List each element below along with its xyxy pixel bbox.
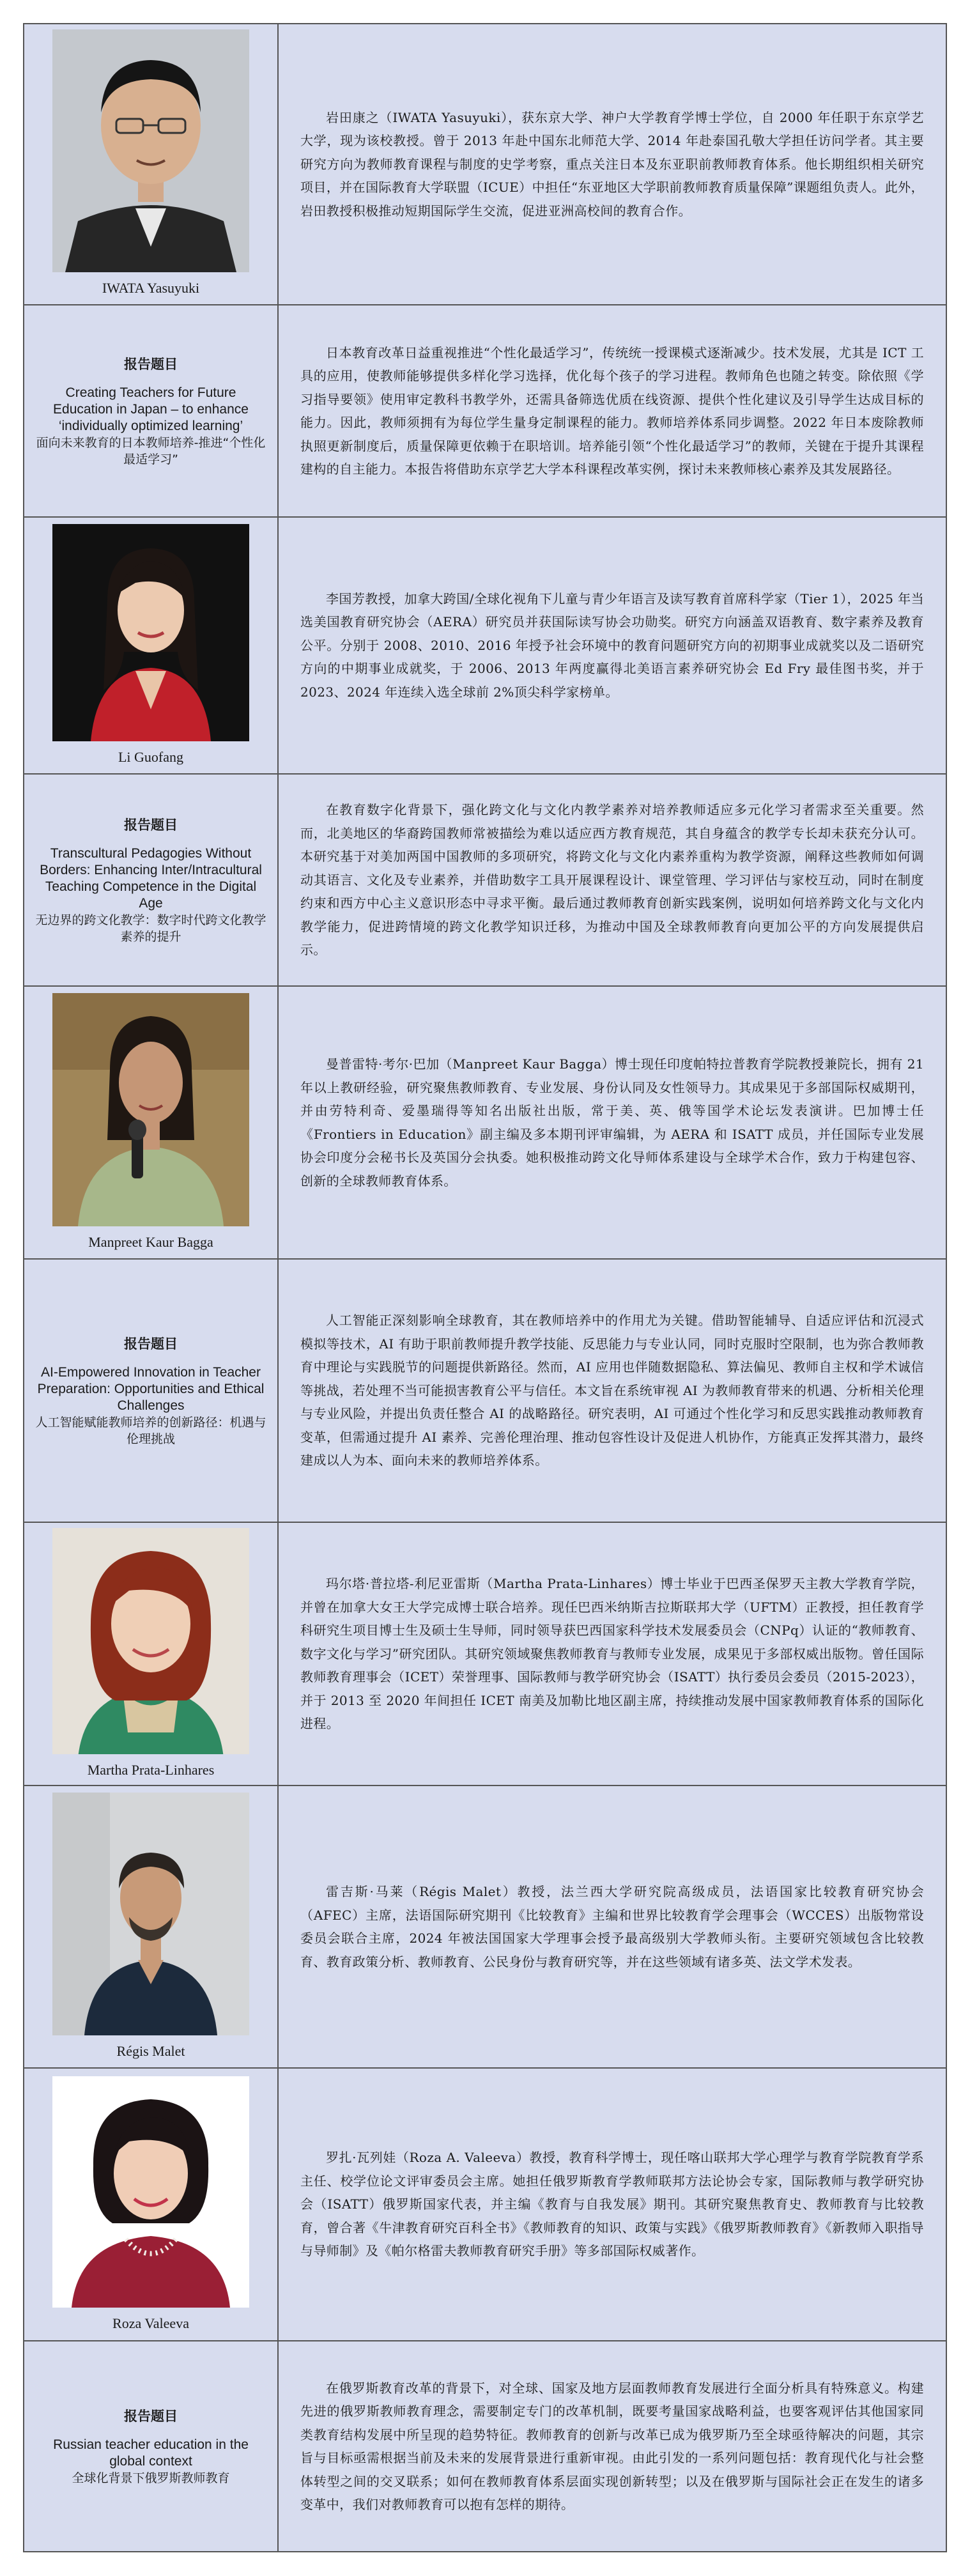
speaker-photo-bagga (52, 993, 249, 1226)
topic-title-zh: 全球化背景下俄罗斯教师教育 (72, 2471, 230, 2485)
speaker-table (23, 23, 947, 2552)
topic-abstract: 在教育数字化背景下，强化跨文化与文化内教学素养对培养教师适应多元化学习者需求至关重要。然而，北美地区的华裔跨国教师常被描绘为难以适应西方教育规范，其自身蕴含的教学专长却未获充分认可。本研究基于对美加两国中国教师的多项研究，将跨文化与文化内素养重构为教学资源，阐释这些教师如何调动其语言、文化及专业素养，并借助数字工具开展课程设计、课堂管理、学习评估与家校互动，同时在制度约束和西方中心主义意识形态中寻求平衡。最后通过教师教育创新实践案例，说明如何培养跨文化与文化内教学能力，促进跨情境的跨文化教学知识迁移，为推动中国及全球教师教育向更加公平的方向发展提供启示。 (300, 802, 924, 958)
topic-abstract: 日本教育改革日益重视推进“个性化最适学习”，传统统一授课模式逐渐减少。技术发展，尤其是 ICT 工具的应用，使教师能够提供多样化学习选择，优化每个孩子的学习进程。教师角色也随之转变。除依照《学习指导要领》使用审定教科书教学外，还需具备筛选优质在线资源、提供个性化建议及引导学生达成目标的能力。因此，教师须拥有为每位学生量身定制课程的能力。教师培养体系同步调整。2022 年日本废除教师执照更新制度后，质量保障更依赖于在职培训。培养能引领“个性化最适学习”的教师，关键在于提升其课程建构的自主能力。本报告将借助东京学艺大学本科课程改革实例，探讨未来教师核心素养及其发展路径。 (300, 344, 924, 477)
topic-abstract: 人工智能正深刻影响全球教育，其在教师培养中的作用尤为关键。借助智能辅导、自适应评估和沉浸式模拟等技术，AI 有助于职前教师提升教学技能、反思能力与专业认同，同时克服时空限制，也为弥合教师教育中理论与实践脱节的问题提供新路径。然而，AI 应用也伴随数据隐私、算法偏见、教师自主权和学术诚信等挑战，若处理不当可能损害教育公平与信任。本文旨在系统审视 AI 为教师教育带来的机遇、分析相关伦理与专业风险，并提出负责任整合 AI 的战略路径。研究表明，AI 可通过个性化学习和反思实践推动教师教育变革，但需通过提升 AI 素养、完善伦理治理、推动包容性设计及促进人机协作，方能真正发挥其潜力，最终建成以人为本、面向未来的教师培养体系。 (300, 1313, 924, 1469)
speaker-row-malet (23, 1786, 947, 2069)
speaker-bio: 玛尔塔·普拉塔-利尼亚雷斯（Martha Prata-Linhares）博士毕业于巴西圣保罗天主教大学教育学院，并曾在加拿大女王大学完成博士联合培养。现任巴西米纳斯吉拉斯联邦大学（UFTM）正教授，担任教育学科研究生项目博士生及硕士生导师，同时领导获巴西国家科学技术发展委员会（CNPq）认证的“教师教育、数字文化与学习”研究团队。其研究领域聚焦教师教育与教师专业发展，成果见于多部权威出版物。曾任国际教师教育理事会（ICET）荣誉理事、国际教师与教学研究协会（ISATT）执行委员会委员（2015-2023），并于 2013 至 2020 年间担任 ICET 南美及加勒比地区副主席，持续推动发展中国家教师教育体系的国际化进程。 (300, 1576, 924, 1732)
speaker-photo-martha (52, 1528, 249, 1754)
speaker-name: Régis Malet (116, 2043, 185, 2059)
speaker-photo-malet (52, 1793, 249, 2035)
topic-label: 报告题目 (124, 2409, 178, 2424)
speaker-bio: 李国芳教授，加拿大跨国/全球化视角下儿童与青少年语言及读写教育首席科学家（Tier 1），2025 年当选美国教育研究协会（AERA）研究员并获国际读写协会功勋奖。研究方向涵盖双语教育、数字素养及教育公平。分别于 2008、2010、2016 年授予社会环境中的教育问题研究方向的初期事业成就奖以及二语研究方向的中期事业成就奖，于 2006、2013 年两度赢得北美语言素养研究协会 Ed Fry 最佳图书奖，并于 2023、2024 年连续入选全球前 2%顶尖科学家榜单。 (300, 590, 924, 700)
speaker-bio: 曼普雷特·考尔·巴加（Manpreet Kaur Bagga）博士现任印度帕特拉普教育学院教授兼院长，拥有 21 年以上教研经验，研究聚焦教师教育、专业发展、身份认同及女性领导力。其成果见于多部国际权威期刊，并由劳特利奇、爱墨瑞得等知名出版社出版，常于美、英、俄等国学术论坛发表演讲。巴加博士任《Frontiers in Education》副主编及多本期刊评审编辑，为 AERA 和 ISATT 成员，并任国际专业发展协会印度分会秘书长及英国分会执委。她积极推动跨文化导师体系建设与全球学术合作，致力于构建包容、创新的全球教师教育体系。 (300, 1056, 924, 1189)
topic-row-valeeva (23, 2341, 947, 2552)
speaker-row-li (23, 518, 947, 775)
speaker-row-martha (23, 1523, 947, 1786)
speaker-bio: 岩田康之（IWATA Yasuyuki），获东京大学、神户大学教育学博士学位，自 2000 年任职于东京学艺大学，现为该校教授。曾于 2013 年赴中国东北师范大学、2014 年赴泰国孔敬大学担任访问学者。其主要研究方向为教师教育课程与制度的史学考察，重点关注日本及东亚职前教师教育体系。他长期组织相关研究项目，并在国际教育大学联盟（ICUE）中担任“东亚地区大学职前教师教育质量保障”课题组负责人。此外，岩田教授积极推动短期国际学生交流，促进亚洲高校间的教育合作。 (300, 109, 924, 219)
topic-abstract: 在俄罗斯教育改革的背景下，对全球、国家及地方层面教师教育发展进行全面分析具有特殊意义。构建先进的俄罗斯教师教育理念，需要制定专门的改革机制，既要考量国家战略利益，也要客观评估其他国家同类教育结构发展中所呈现的趋势特征。教师教育的创新与改革已成为俄罗斯乃至全球亟待解决的问题，其宗旨与目标亟需根据当前及未来的发展背景进行重新审视。由此引发的一系列问题包括：教育现代化与社会整体转型之间的交叉联系；如何在教师教育体系层面实现创新转型；以及在俄罗斯与国际社会正在发生的诸多变革中，我们对教师教育可以抱有怎样的期待。 (300, 2380, 924, 2512)
speaker-bio: 雷吉斯·马莱（Régis Malet）教授，法兰西大学研究院高级成员，法语国家比较教育研究协会（AFEC）主席，法语国际研究期刊《比较教育》主编和世界比较教育学会理事会（WCCES）出版物常设委员会联合主席，2024 年被法国国家大学理事会授予最高级别大学教师头衔。主要研究领域包含比较教育、教育政策分析、教师教育、公民身份与教育研究等，并在这些领域有诸多英、法文学术发表。 (300, 1884, 924, 1970)
speaker-photo-iwata (52, 29, 249, 272)
topic-label: 报告题目 (124, 817, 178, 833)
topic-title-en: Transcultural Pedagogies Without Borders: Enhancing Inter/Intracultural Teaching Competence in the Digital Age (40, 846, 262, 911)
topic-row-li (23, 775, 947, 987)
topic-label: 报告题目 (124, 357, 178, 372)
speaker-row-iwata (23, 23, 947, 305)
speaker-photo-valeeva (52, 2076, 249, 2308)
speaker-bio: 罗扎·瓦列娃（Roza A. Valeeva）教授，教育科学博士，现任喀山联邦大学心理学与教育学院教育学系主任、校学位论文评审委员会主席。她担任俄罗斯教育学教师联邦方法论协会专家，国际教师与教学研究协会（ISATT）俄罗斯国家代表，并主编《教育与自我发展》期刊。其研究聚焦教育史、教师教育与比较教育，曾合著《牛津教育研究百科全书》《教师教育的知识、政策与实践》《俄罗斯教师教育》《新教师入职指导与导师制》及《帕尔格雷夫教师教育研究手册》等多部国际权威著作。 (300, 2150, 924, 2259)
topic-title-zh: 面向未来教育的日本教师培养-推进“个性化最适学习” (36, 436, 266, 467)
speaker-name: Roza Valeeva (112, 2315, 189, 2331)
topic-title-zh: 人工智能赋能教师培养的创新路径：机遇与伦理挑战 (35, 1415, 266, 1446)
speaker-name: Li Guofang (118, 749, 184, 765)
topic-title-en: AI-Empowered Innovation in Teacher Preparation: Opportunities and Ethical Challenges (37, 1365, 265, 1413)
speaker-photo-li (52, 524, 249, 741)
topic-title-en: Russian teacher education in the global context (53, 2437, 249, 2469)
topic-title-zh: 无边界的跨文化教学：数字时代跨文化教学素养的提升 (35, 913, 266, 944)
speaker-name: Manpreet Kaur Bagga (88, 1234, 213, 1250)
speaker-name: Martha Prata-Linhares (87, 1762, 215, 1778)
speaker-name: IWATA Yasuyuki (102, 280, 200, 296)
topic-label: 报告题目 (124, 1336, 178, 1352)
speaker-row-valeeva (23, 2069, 947, 2341)
topic-row-bagga (23, 1260, 947, 1523)
topic-row-iwata (23, 305, 947, 518)
speaker-row-bagga (23, 987, 947, 1260)
topic-title-en: Creating Teachers for Future Education in Japan – to enhance ‘individually optimized learning’ (53, 385, 249, 433)
